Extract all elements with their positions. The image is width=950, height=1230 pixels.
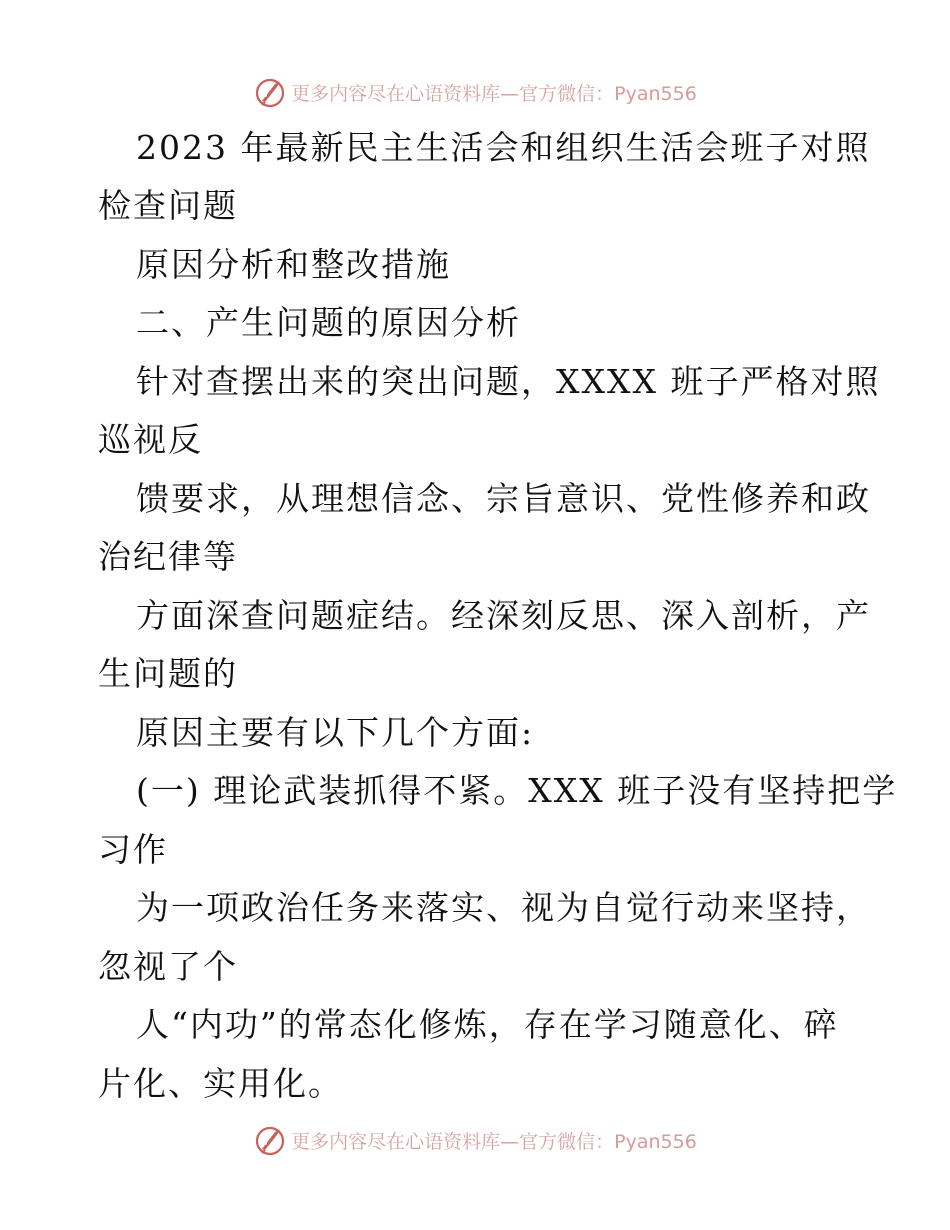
paragraph-line: 馈要求，从理想信念、宗旨意识、党性修养和政 xyxy=(136,479,871,518)
watermark-text: 更多内容尽在心语资料库—官方微信：Pyan556 xyxy=(291,1130,697,1153)
subtitle-line: 原因分析和整改措施 xyxy=(136,245,451,284)
quill-pen-logo-icon xyxy=(253,1123,287,1157)
paragraph-line: 方面深查问题症结。经深刻反思、深入剖析，产 xyxy=(136,596,871,635)
paragraph-line: 习作 xyxy=(98,830,168,869)
paragraph-line: 针对查摆出来的突出问题，XXXX 班子严格对照 xyxy=(136,362,881,401)
title-line-1: 2023 年最新民主生活会和组织生活会班子对照 xyxy=(136,128,871,167)
watermark-wechat-id: Pyan556 xyxy=(614,82,697,105)
quill-pen-logo-icon xyxy=(253,75,287,109)
section-heading: 二、产生问题的原因分析 xyxy=(136,303,521,342)
paragraph-line: 巡视反 xyxy=(98,420,203,459)
list-item-heading: (一) 理论武装抓得不紧。XXX 班子没有坚持把学 xyxy=(136,771,898,810)
paragraph-line: 生问题的 xyxy=(98,654,238,693)
footer-watermark xyxy=(0,1120,950,1160)
paragraph-line: 为一项政治任务来落实、视为自觉行动来坚持， xyxy=(136,888,871,927)
paragraph-line: 忽视了个 xyxy=(98,947,238,986)
paragraph-line: 治纪律等 xyxy=(98,537,238,576)
watermark-wechat-id: Pyan556 xyxy=(614,1130,697,1153)
paragraph-line: 人“内功”的常态化修炼，存在学习随意化、碎 xyxy=(136,1005,839,1044)
title-line-2: 检查问题 xyxy=(98,186,238,225)
watermark-text: 更多内容尽在心语资料库—官方微信：Pyan556 xyxy=(291,82,697,105)
header-watermark xyxy=(0,72,950,112)
paragraph-line: 片化、实用化。 xyxy=(98,1064,343,1103)
paragraph-line: 原因主要有以下几个方面: xyxy=(136,713,535,752)
